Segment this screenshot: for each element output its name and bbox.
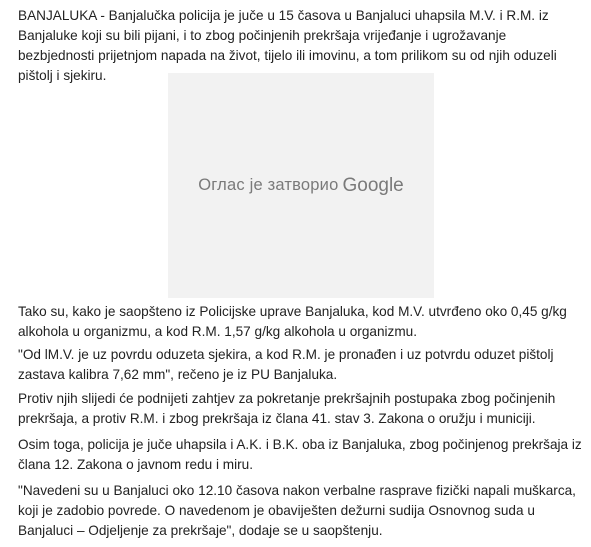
google-logo-text: Google: [342, 174, 404, 196]
article-paragraph-3: "Od lM.V. je uz povrdu oduzeta sjekira, a kod R.M. je pronađen i uz potvrdu oduzet pištolj zastava kalibra 7,62 mm", rečeno je iz PU Banjaluka.: [18, 347, 554, 382]
ad-closed-text: Оглас је затворио: [198, 176, 339, 194]
article-paragraph-2: Tako su, kako je saopšteno iz Policijske uprave Banjaluka, kod M.V. utvrđeno oko 0,45 g/kg alkohola u organizmu, a kod R.M. 1,57 g/kg alkohola u organizmu.: [18, 304, 567, 339]
article-paragraph-6: "Navedeni su u Banjaluci oko 12.10 časova nakon verbalne rasprave fizički napali muškarca, koji je zadobio povrede. O navedenom je obaviješten dežurni sudija Osnovnog suda u Banjaluci – Odjeljenje za prekršaje", dodaje se u saopštenju.: [18, 483, 576, 538]
article-paragraph-4: Protiv njih slijedi će podnijeti zahtjev za pokretanje prekršajnih postupaka zbog počinjenih prekršaja, a protiv R.M. i zbog prekršaja iz člana 41. stav 3. Zakona o oružju i municiji.: [18, 391, 556, 426]
article-paragraph-5: Osim toga, policija je juče uhapsila i A.K. i B.K. oba iz Banjaluka, zbog počinjenog prekršaja iz člana 12. Zakona o javnom redu i miru.: [18, 437, 582, 472]
article-paragraph-1: BANJALUKA - Banjalučka policija je juče u 15 časova u Banjaluci uhapsila M.V. i R.M. iz Banjaluke koji su bili pijani, i to zbog počinjenih prekršaja vrijeđanje i ugrožavanje bezbjednosti prijetnjom napada na život, tijelo ili imovinu, a tom prilikom su od njih oduzeli pištolj i sjekiru.: [18, 8, 557, 83]
ad-placeholder: [168, 73, 434, 298]
